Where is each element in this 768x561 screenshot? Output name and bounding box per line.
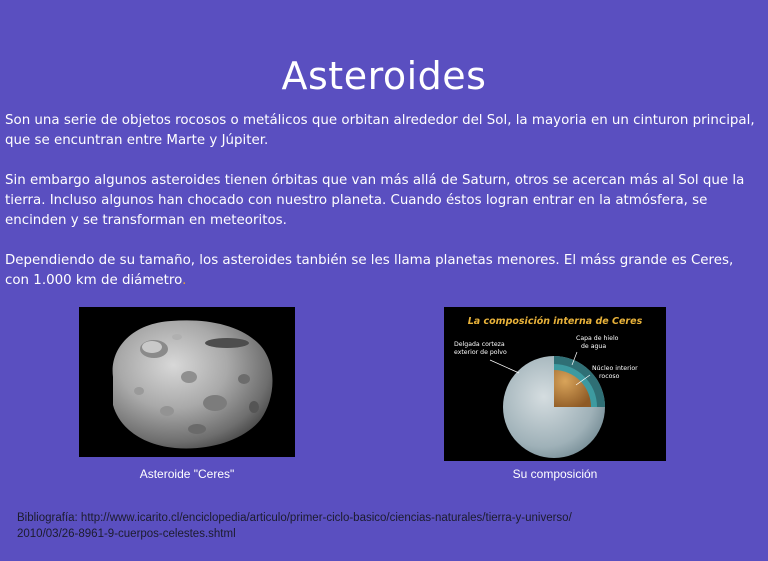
bibliography-line1: Bibliografía: http://www.icarito.cl/enciclopedia/articulo/primer-ciclo-basico/ciencias-naturales/tierra-y-universo/ bbox=[17, 512, 572, 524]
paragraph-size-text: Dependiendo de su tamaño, los asteroides tanbién se les llama planetas menores. El máss grande es Ceres, con 1.000 km de diámetro bbox=[5, 253, 734, 288]
bibliography bbox=[17, 510, 757, 542]
ceres-diagram-title: La composición interna de Ceres bbox=[467, 316, 643, 327]
ceres-diagram bbox=[444, 307, 666, 461]
asteroid-illustration bbox=[79, 307, 295, 457]
asteroid-caption: Asteroide "Ceres" bbox=[139, 467, 235, 481]
label-crust-line1: Delgada corteza bbox=[454, 341, 505, 348]
paragraph-end-dot: . bbox=[182, 273, 187, 288]
bibliography-line2: 2010/03/26-8961-9-cuerpos-celestes.shtml bbox=[17, 528, 236, 540]
asteroid-image bbox=[79, 307, 295, 457]
label-ice-line2: de agua bbox=[581, 343, 607, 350]
ceres-composition-image bbox=[444, 307, 666, 461]
label-core-line2: rocoso bbox=[599, 373, 620, 380]
slide-title: Asteroides bbox=[281, 54, 487, 98]
label-ice-line1: Capa de hielo bbox=[576, 335, 619, 342]
paragraph-definition: Son una serie de objetos rocosos o metálicos que orbitan alrededor del Sol, la mayoria en un cinturon principal, que se encuntran entre Marte y Júpiter. bbox=[5, 113, 755, 148]
ceres-caption: Su composición bbox=[512, 467, 598, 481]
paragraph-orbits: Sin embargo algunos asteroides tienen órbitas que van más allá de Saturn, otros se acercan más al Sol que la tierra. Incluso algunos han chocado con nuestro planeta. Cuando éstos logran entrar en la atmósfera, se encinden y se transforman en meteoritos. bbox=[5, 173, 745, 228]
label-core-line1: Núcleo interior bbox=[592, 365, 638, 372]
paragraph-size bbox=[5, 251, 760, 291]
label-crust-line2: exterior de polvo bbox=[454, 349, 507, 356]
